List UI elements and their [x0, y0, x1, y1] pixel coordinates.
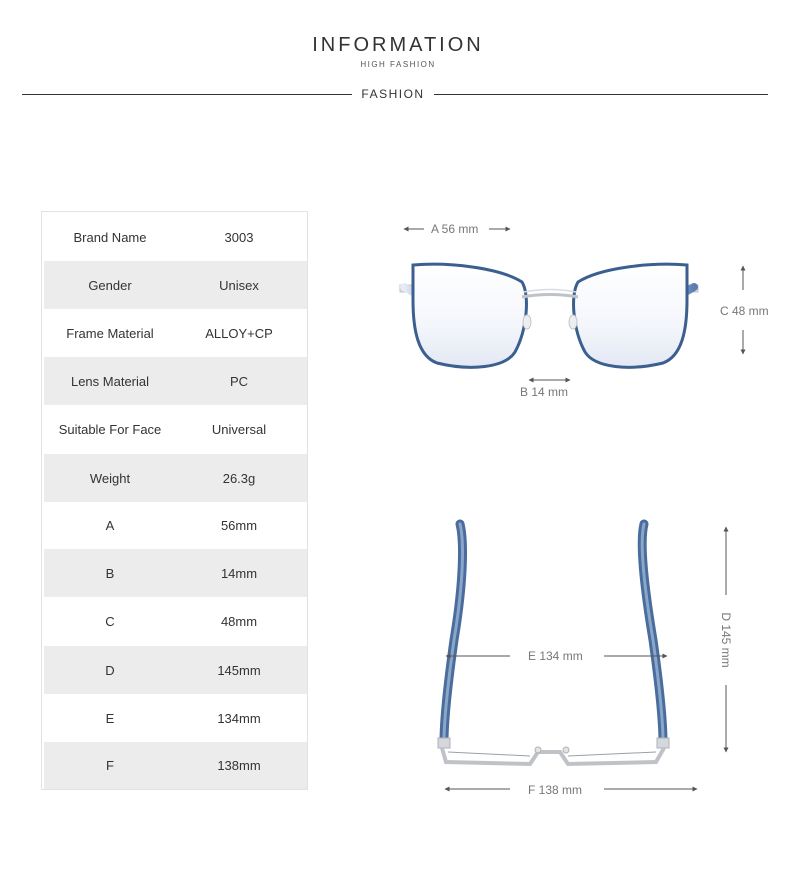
- spec-value: 26.3g: [222, 470, 256, 486]
- spec-value: 145mm: [217, 662, 261, 678]
- spec-value: 3003: [224, 230, 254, 245]
- spec-label: Lens Material: [70, 373, 150, 389]
- spec-value: ALLOY+CP: [205, 325, 273, 341]
- spec-label: A: [105, 518, 115, 533]
- spec-value: 14mm: [220, 565, 258, 581]
- spec-label: Weight: [89, 470, 131, 486]
- spec-label: Brand Name: [73, 230, 147, 245]
- dimension-label-c: C 48 mm: [720, 304, 769, 318]
- hinge-right: [657, 738, 669, 748]
- hinge-left: [438, 738, 450, 748]
- spec-value: 48mm: [220, 614, 258, 629]
- page-subtitle: HIGH FASHION: [360, 60, 436, 69]
- spec-value: 134mm: [217, 710, 261, 726]
- front-view: [400, 229, 743, 380]
- spec-label: D: [105, 662, 115, 678]
- section-label: FASHION: [361, 87, 425, 101]
- lens-left: [413, 264, 526, 367]
- nose-pad-right: [569, 315, 577, 329]
- spec-label: B: [105, 565, 115, 581]
- spec-label: F: [106, 758, 114, 773]
- page-title: INFORMATION: [312, 34, 484, 56]
- dimension-label-a: A 56 mm: [431, 222, 479, 236]
- spec-label: E: [105, 710, 115, 726]
- spec-value: 138mm: [217, 758, 261, 773]
- spec-label: Frame Material: [66, 325, 154, 341]
- spec-label: C: [105, 614, 115, 629]
- spec-label: Gender: [88, 277, 132, 293]
- bridge: [522, 295, 578, 298]
- nose-pad-top-left: [535, 747, 541, 753]
- spec-label: Suitable For Face: [58, 422, 162, 437]
- lens-right: [574, 264, 687, 367]
- spec-value: Universal: [211, 422, 267, 437]
- dimension-label-e: E 134 mm: [528, 649, 583, 663]
- dimension-label-f: F 138 mm: [528, 783, 583, 797]
- dimension-label-d: D 145 mm: [719, 612, 733, 668]
- spec-value: Unisex: [219, 277, 259, 293]
- dimension-label-b: B 14 mm: [520, 385, 569, 399]
- spec-value: PC: [229, 373, 249, 389]
- nose-pad-top-right: [563, 747, 569, 753]
- front-frame-top: [442, 748, 664, 764]
- spec-value: 56mm: [220, 518, 258, 533]
- nose-pad-left: [523, 315, 531, 329]
